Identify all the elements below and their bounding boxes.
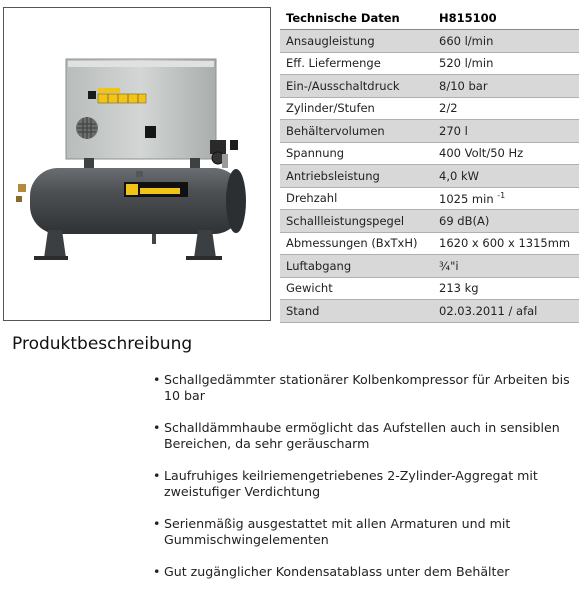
- spec-label: Ansaugleistung: [280, 30, 433, 53]
- spec-value: 1620 x 600 x 1315mm: [433, 232, 579, 255]
- spec-row: [280, 187, 579, 210]
- spec-header-row: [280, 7, 579, 30]
- list-item-text: Schalldämmhaube ermöglicht das Aufstellen auch in sensiblen Bereichen, da sehr geräuscharm: [164, 420, 560, 451]
- list-item: [153, 564, 573, 580]
- spec-value: 400 Volt/50 Hz: [433, 142, 579, 165]
- spec-value: 520 l/min: [433, 52, 579, 75]
- spec-row: [280, 255, 579, 278]
- tank-feet: [34, 230, 222, 260]
- spec-row: [280, 52, 579, 75]
- product-photo: [3, 7, 271, 321]
- spec-label: Ein-/Ausschaltdruck: [280, 75, 433, 98]
- spec-row: [280, 75, 579, 98]
- spec-label: Stand: [280, 300, 433, 323]
- spec-value: 213 kg: [433, 277, 579, 300]
- spec-value: 270 l: [433, 120, 579, 143]
- spec-label: Spannung: [280, 142, 433, 165]
- technical-data-table: [280, 7, 579, 323]
- spec-label: Gewicht: [280, 277, 433, 300]
- spec-value: 02.03.2011 / afal: [433, 300, 579, 323]
- spec-row: [280, 97, 579, 120]
- spec-label: Luftabgang: [280, 255, 433, 278]
- spec-row: [280, 300, 579, 323]
- spec-value-exponent: -1: [497, 190, 506, 200]
- spec-value: 2/2: [433, 97, 579, 120]
- sound-hood: [66, 59, 216, 159]
- list-item: [153, 516, 573, 548]
- spec-row: [280, 277, 579, 300]
- spec-label: Zylinder/Stufen: [280, 97, 433, 120]
- spec-label: Antriebsleistung: [280, 165, 433, 188]
- spec-row: [280, 210, 579, 233]
- list-item: [153, 468, 573, 500]
- spec-label: Drehzahl: [280, 187, 433, 210]
- spec-value-text: 1025 min: [439, 191, 494, 206]
- list-item-text: Serienmäßig ausgestattet mit allen Armaturen und mit Gummischwingelementen: [164, 516, 511, 547]
- list-item-text: Schallgedämmter stationärer Kolbenkompressor für Arbeiten bis 10 bar: [164, 372, 570, 403]
- spec-row: [280, 232, 579, 255]
- bullet-icon: •: [153, 420, 161, 435]
- list-item: [153, 372, 573, 404]
- spec-row: [280, 30, 579, 53]
- bullet-icon: •: [153, 372, 161, 387]
- spec-value: ¾"i: [433, 255, 579, 278]
- list-item: [153, 420, 573, 452]
- spec-value: 8/10 bar: [433, 75, 579, 98]
- section-title: Produktbeschreibung: [12, 334, 193, 354]
- pressure-switch: [210, 140, 238, 168]
- spec-label: Abmessungen (BxTxH): [280, 232, 433, 255]
- spec-row: [280, 120, 579, 143]
- bullet-icon: •: [153, 564, 161, 579]
- spec-value: 660 l/min: [433, 30, 579, 53]
- bullet-icon: •: [153, 468, 161, 483]
- spec-value: 4,0 kW: [433, 165, 579, 188]
- spec-row: [280, 142, 579, 165]
- spec-label: Behältervolumen: [280, 120, 433, 143]
- spec-label: Schallleistungspegel: [280, 210, 433, 233]
- bullet-icon: •: [153, 516, 161, 531]
- compressor-illustration: [4, 8, 270, 320]
- air-tank: [30, 168, 246, 234]
- list-item-text: Laufruhiges keilriemengetriebenes 2-Zylinder-Aggregat mit zweistufiger Verdichtung: [164, 468, 538, 499]
- feature-list: [153, 372, 573, 596]
- spec-header-label: Technische Daten: [280, 7, 433, 30]
- list-item-text: Gut zugänglicher Kondensatablass unter dem Behälter: [164, 564, 510, 579]
- spec-value: [433, 187, 579, 210]
- spec-header-model: H815100: [433, 7, 579, 30]
- spec-row: [280, 165, 579, 188]
- spec-label: Eff. Liefermenge: [280, 52, 433, 75]
- spec-value: 69 dB(A): [433, 210, 579, 233]
